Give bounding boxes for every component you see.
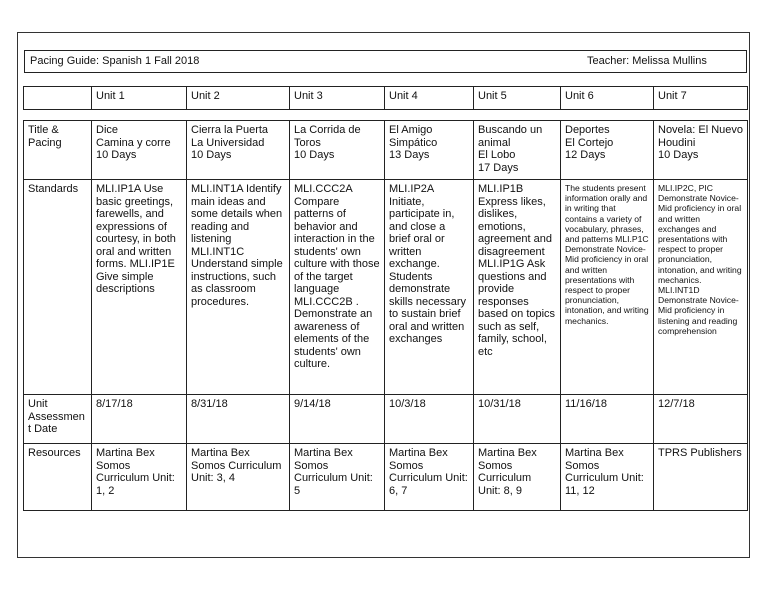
unit-title: Cierra la Puerta bbox=[191, 124, 269, 136]
standards-cell: MLI.INT1A Identify main ideas and some details when reading and listening MLI.INT1C Understand simple instructions, such as classroom procedures. bbox=[187, 180, 290, 395]
title-pacing-row bbox=[24, 121, 748, 180]
title-cell bbox=[290, 121, 385, 180]
unit-days: 13 Days bbox=[389, 149, 430, 161]
assessment-date: 10/3/18 bbox=[385, 395, 474, 444]
resource-cell: Martina Bex Somos Curriculum Unit: 5 bbox=[290, 444, 385, 511]
standards-cell: The students present information orally and in writing that contains a variety of vocabulary, phrases, and patterns MLI.P1C Demonstrate Novice-Mid proficiency in oral and written presentations with respect to proper pronunciation, intonation, and writing mechanics. bbox=[561, 180, 654, 395]
unit-days: 10 Days bbox=[96, 149, 137, 161]
unit-title: Dice bbox=[96, 124, 119, 136]
row-label: Standards bbox=[24, 180, 92, 395]
header-box bbox=[24, 50, 747, 73]
unit-header: Unit 2 bbox=[187, 87, 290, 110]
assessment-date: 9/14/18 bbox=[290, 395, 385, 444]
row-label: Unit Assessment Date bbox=[24, 395, 92, 444]
standards-cell: MLI.IP1A Use basic greetings, farewells, and expressions of courtesy, in both oral and written forms. MLI.IP1E Give simple descriptions bbox=[92, 180, 187, 395]
resources-row bbox=[24, 444, 748, 511]
unit-days: 10 Days bbox=[294, 149, 335, 161]
unit-title: El Amigo Simpático bbox=[389, 124, 438, 149]
unit-subtitle: El Cortejo bbox=[565, 136, 614, 149]
units-row bbox=[24, 87, 748, 110]
unit-header: Unit 6 bbox=[561, 87, 654, 110]
unit-title: La Corrida de Toros bbox=[294, 124, 361, 149]
pacing-guide-title: Pacing Guide: Spanish 1 Fall 2018 bbox=[30, 55, 200, 67]
standards-cell: MLI.CCC2A Compare patterns of behavior and interaction in the students' own culture with those of the target language MLI.CCC2B . Demonstrate an awareness of elements of the students' own culture. bbox=[290, 180, 385, 395]
standards-row bbox=[24, 180, 748, 395]
assessment-date: 8/31/18 bbox=[187, 395, 290, 444]
unit-title: Novela: El Nuevo Houdini bbox=[658, 124, 743, 149]
assessment-date: 12/7/18 bbox=[654, 395, 748, 444]
title-cell bbox=[385, 121, 474, 180]
unit-subtitle: El Lobo bbox=[478, 149, 516, 161]
pacing-table bbox=[23, 120, 748, 511]
title-cell bbox=[654, 121, 748, 180]
assessment-date: 11/16/18 bbox=[561, 395, 654, 444]
title-cell bbox=[561, 121, 654, 180]
assessment-date: 8/17/18 bbox=[92, 395, 187, 444]
unit-header: Unit 4 bbox=[385, 87, 474, 110]
standards-cell: MLI.IP1B Express likes, dislikes, emotions, agreement and disagreement MLI.IP1G Ask questions and provide responses based on topics such as self, family, school, etc bbox=[474, 180, 561, 395]
assessment-date: 10/31/18 bbox=[474, 395, 561, 444]
unit-subtitle: Camina y corre bbox=[96, 136, 171, 149]
resource-cell: Martina Bex Somos Curriculum Unit: 11, 12 bbox=[561, 444, 654, 511]
title-cell bbox=[92, 121, 187, 180]
unit-title: Deportes bbox=[565, 124, 610, 136]
units-header-table bbox=[23, 86, 748, 110]
unit-days: 10 Days bbox=[658, 149, 699, 161]
unit-header: Unit 7 bbox=[654, 87, 748, 110]
resource-cell: TPRS Publishers bbox=[654, 444, 748, 511]
resource-cell: Martina Bex Somos Curriculum Unit: 1, 2 bbox=[92, 444, 187, 511]
row-label: Title & Pacing bbox=[24, 121, 92, 180]
teacher-name: Teacher: Melissa Mullins bbox=[587, 55, 707, 67]
unit-days: 17 Days bbox=[478, 161, 519, 174]
unit-days: 12 Days bbox=[565, 149, 606, 161]
row-label: Resources bbox=[24, 444, 92, 511]
standards-cell: MLI.IP2A Initiate, participate in, and close a brief oral or written exchange. Students demonstrate skills necessary to sustain brief oral and written exchanges bbox=[385, 180, 474, 395]
resource-cell: Martina Bex Somos Curriculum Unit: 8, 9 bbox=[474, 444, 561, 511]
unit-title: Buscando un animal bbox=[478, 124, 543, 149]
unit-header: Unit 5 bbox=[474, 87, 561, 110]
unit-header: Unit 3 bbox=[290, 87, 385, 110]
title-cell bbox=[474, 121, 561, 180]
resource-cell: Martina Bex Somos Curriculum Unit: 3, 4 bbox=[187, 444, 290, 511]
unit-subtitle: La Universidad bbox=[191, 136, 265, 149]
assessment-date-row bbox=[24, 395, 748, 444]
title-cell bbox=[187, 121, 290, 180]
standards-cell: MLI.IP2C, PIC Demonstrate Novice-Mid proficiency in oral and written exchanges and presentations with respect to proper pronunciation, intonation, and writing mechanics. MLI.INT1D Demonstrate Novice-Mid proficiency in listening and reading comprehension bbox=[654, 180, 748, 395]
resource-cell: Martina Bex Somos Curriculum Unit: 6, 7 bbox=[385, 444, 474, 511]
unit-header: Unit 1 bbox=[92, 87, 187, 110]
unit-header-blank bbox=[24, 87, 92, 110]
unit-days: 10 Days bbox=[191, 149, 232, 161]
